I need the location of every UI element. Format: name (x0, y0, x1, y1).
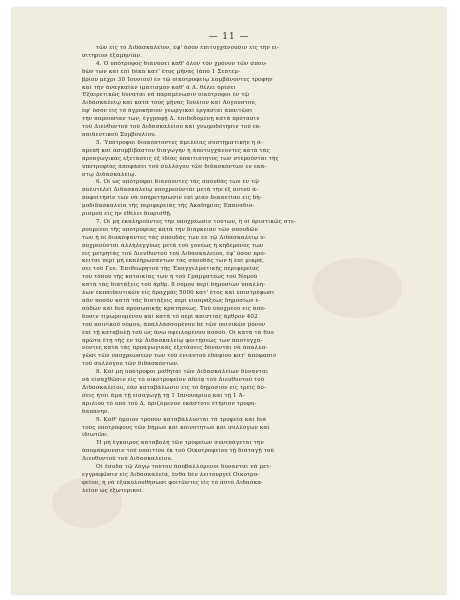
text-line: σόδων καὶ διὰ προσωπικῆς κρατήσεως. Τοῦ ὑποχρέου εἰς ἀπό- (82, 305, 266, 312)
paper-sheet (12, 8, 446, 594)
text-line: μοδιδασκαλεῖα τῆς περιφερείας τῆς Ἀκαδημίας Ἐπαναδιο- (82, 203, 255, 210)
text-line: γῶσι τῶν ὑποχρεώσεών των τοῦ ἐνιαυτοῦ ἐδαφίου κατ' ἀπόφασιν (82, 353, 277, 360)
text-line: τὴν παρουσίαν των, ἔγγραφῇ Δ. ἐπιδεδομένῃ κατὰ πρότασιν (82, 116, 260, 123)
text-line: στῳ Διδασκαλείῳ. (82, 171, 137, 178)
text-line: σιτήριον ἐξαμηνίαν. (82, 52, 143, 59)
text-line: κειται περὶ μὴ ἐκπληρωσάντων τὰς σπουδάς των ἢ ἐπὶ μικρά, (82, 258, 265, 265)
text-line: ρούμενοι τῆς ὑποτροφίας κατὰ τὴν διάρκειαν τῶν σπουδῶν (82, 226, 258, 233)
text-line: πρῶτα ἔτη τῆς ἐν τῷ Διδασκαλείῳ φοιτήσεώς των ἀποτυγχά- (82, 337, 263, 344)
text-line: 9. Καθ' ὅμοιον τρόπον καταβάλλονται τὰ τροφεῖα καὶ διὰ (96, 416, 267, 423)
text-line: 6. Οἱ ὡς ὑπότροφοι διανύοντες τὰς σπουδὰς των ἐν τῷ (96, 179, 259, 186)
text-line: ὑποτροφίας ἀποφάσει τοῦ συλλόγου τῶν διδασκόντων ἐν ἑκά- (82, 163, 267, 170)
paragraph (82, 464, 439, 496)
text-line: 8. Καὶ μὴ ὑπότροφοι μαθηταὶ τῶν Διδασκαλείων δύνανται (96, 369, 269, 376)
text-line: των ἢ οἱ διακόψαντες τὰς σπουδὰς των ἐν τῷ Διδασκαλείῳ ὑ- (82, 234, 266, 241)
text-line: τοῦ Διευθυντοῦ τοῦ Διδασκαλείου καὶ γνωμοδότησιν τοῦ ἐκ- (82, 124, 262, 131)
text-line: δοσιν τιμωρουμένου καὶ κατὰ τὸ περὶ ἀπιστίας ἄρθρον 402 (82, 313, 258, 320)
text-line: τοῦ συλλόγου τῶν διδασκόντων. (82, 361, 179, 368)
text-line: λων ἐκπαιδευτικῶν εἰς δραχμὰς 5000 κατ' ἔτος καὶ ἐπιστρέφωσι (82, 290, 275, 297)
text-line: λεῖον ὡς ἐξωτερικοί. (82, 487, 144, 494)
text-line: προαγωγικὰς ἐξετάσεις ἐξ ἰδίας ὑπαιτιότητος των στεροῦνται τῆς (82, 155, 279, 162)
text-line: ἀπομάκρυνσιν τοῦ ὑπαιτίου ἐκ τοῦ Οἰκοτροφείου τῇ διαταγῇ τοῦ (82, 448, 274, 455)
text-line: τοῦ ποινικοῦ νόμου, ἀπαλλασσομένου δὲ τῶν ποινικῶν μόνον (82, 321, 266, 328)
text-line: ἐφ' ὅσον εἰς τὸ ἀγροκήπιον γεωργικαὶ ἐργασίαι ἀπαιτῶσι (82, 108, 253, 115)
text-line: ποχρεοῦνται ἀλληλεγγύως μετὰ τοῦ γονέως ἢ κηδεμόνος των (82, 242, 264, 249)
text-line: τοῦ τόπου τῆς κατοικίας των ἢ τοῦ Γραμματέως τοῦ Νομοῦ (82, 274, 258, 281)
paragraph (82, 179, 439, 219)
text-line: ἐπὶ τῇ καταβολῇ τοῦ ὡς ἄνω ὀφειλομένου ποσοῦ. Οἱ κατὰ τὰ δύο (82, 329, 274, 336)
text-line: Διδασκαλείου, ἐὰν καταβάλωσιν εἰς τὸ δημόσιον εἰς τρεῖς δό- (82, 384, 266, 391)
page-number: — 11 — (208, 32, 250, 42)
text-line: τοὺς ὑποτρόφους τῶν δήμων καὶ κοινοτήτων καὶ συλλόγων καὶ (82, 424, 270, 431)
text-line: καὶ τὴν ἀναγκαίαν ἱματισμὸν καθ' ἃ Δ. θέλει ὁρίσει (82, 84, 236, 91)
text-line: φεῖον, ἢ νὰ ἐξακολουθήσωσι φοιτῶντες εἰς τὸ αὐτὸ Διδασκα- (82, 479, 264, 486)
paragraph (82, 45, 439, 61)
paragraph (82, 61, 439, 140)
text-line: σεις ἤτοι ἅμα τῇ εἰσαγωγῇ τῇ 1 Ἰανουαρίου καὶ τῇ 1 Ἀ- (82, 392, 245, 399)
text-line: κατὰ τὰς διατάξεις τοῦ ἄρθρ. 8 νόμου περὶ δημοσίων ὑπαλλή- (82, 282, 266, 289)
paragraph (82, 440, 439, 464)
text-line: νὰ εἰσαχθῶσιν εἰς τὸ οἰκοτροφεῖον ἀδείᾳ τοῦ Διευθυντοῦ τοῦ (82, 377, 265, 384)
text-line: 7. Οἱ μὴ ἐκπληροῦντες τὴν ὑποχρέωσιν τούτων, ἢ οἱ ὁριστικῶς στε- (96, 218, 297, 225)
text-line: 5. Ὑπότροφοι διακόπτοντες ἀμελείας συστηματικὴν ἢ ἀ- (96, 139, 264, 146)
paragraph (82, 219, 439, 369)
text-line: πρεπῆ καὶ ἀσυμβίβαστον διαγωγὴν ἢ ἀποτυγχάνοντες κατὰ τὰς (82, 147, 270, 154)
text-line: βρίου μέχρι 30 Ἰουνίου) ἐν τῷ οἰκοτροφείῳ λαμβάνοντες τροφὴν (82, 76, 273, 83)
text-line: ρισμοῦ εἰς ἣν ἐθέλει διορισθῇ. (82, 211, 172, 218)
text-line: παιδευτικοῦ Συμβουλίου. (82, 131, 157, 138)
text-line: πᾶν ποσὸν κατὰ τὰς διατάξεις περὶ εἰσπράξεως δημοσίων ἐ- (82, 298, 261, 304)
text-line: Διευθυντοῦ τοῦ Διδασκαλείου. (82, 456, 173, 463)
text-line: νοντες κατὰ τὰς προαγωγικὰς ἐξετάσεις δύνανται νὰ ἀπαλλα- (82, 345, 268, 352)
paragraph (82, 140, 439, 180)
text-line: Οἱ ἔσοδα τῷ λόγῳ τούτου ἀποβαλλόμενοι δύνανται νὰ μετ- (96, 464, 272, 471)
text-line: πριλίου τὸ ὑπὸ τοῦ Δ. ὁριζόμενον ἐκάστοτε ἐτήσιον τροφο- (82, 400, 257, 407)
text-line: τῶν εἰς τὸ Διδασκαλεῖον, ἐφ' ὅσον ἐπιτυγχάνουσιν εἰς τὴν εἰ- (96, 45, 280, 51)
text-line: εγγραφῶσιν εἰς Διδασκαλεῖα, ἔνθα δὲν λειτουργεῖ Οἰκοτρο- (82, 471, 260, 478)
paragraph (82, 417, 439, 441)
text-line: εἰς μετρητὰς τοῦ Διευθυντοῦ τοῦ Διδασκαλείου, ἐφ' ὅσον πρό- (82, 250, 266, 257)
document-body (82, 45, 439, 496)
text-line: ποφοίτησίν των νὰ ὑπηρετήσωσιν ἐπὶ μίαν δεκαετίαν εἰς δη- (82, 195, 262, 202)
text-line: Ἡ μὴ ἔγκαιρος καταβολὴ τῶν τροφείων συνεπάγεται τὴν (96, 440, 264, 447)
text-line: πολυτελεῖ Διδασκαλείῳ ὑποχρεοῦνται μετὰ τὴν ἐξ αὐτοῦ ἀ- (82, 187, 259, 194)
paragraph (82, 369, 439, 416)
text-line: δαπάνην. (82, 408, 110, 415)
text-line: 4. Ὁ ὑπότροφος διανύσει καθ' ὅλον τὸν χρόνον τῶν σπου- (96, 60, 268, 67)
text-line: Διδασκαλείῳ καὶ κατὰ τοὺς μῆνας Ἰούλιον καὶ Αὔγουστον, (82, 100, 257, 107)
text-line: Ἐξαιρετικῶς δύναται νὰ παραμένωσιν οἰκότροφοι ἐν τῷ (82, 92, 250, 99)
text-line: δῶν των καὶ ἐπὶ δέκα κατ' ἔτος μῆνας (ἀπὸ 1 Σεπτεμ- (82, 68, 241, 75)
text-line: σει τοῦ Γεν. Ἐπιθεωρητοῦ τῆς Ἐπαγγελματικῆς περιφερείας (82, 266, 260, 273)
text-line: ἰδιωτῶν. (82, 432, 109, 439)
